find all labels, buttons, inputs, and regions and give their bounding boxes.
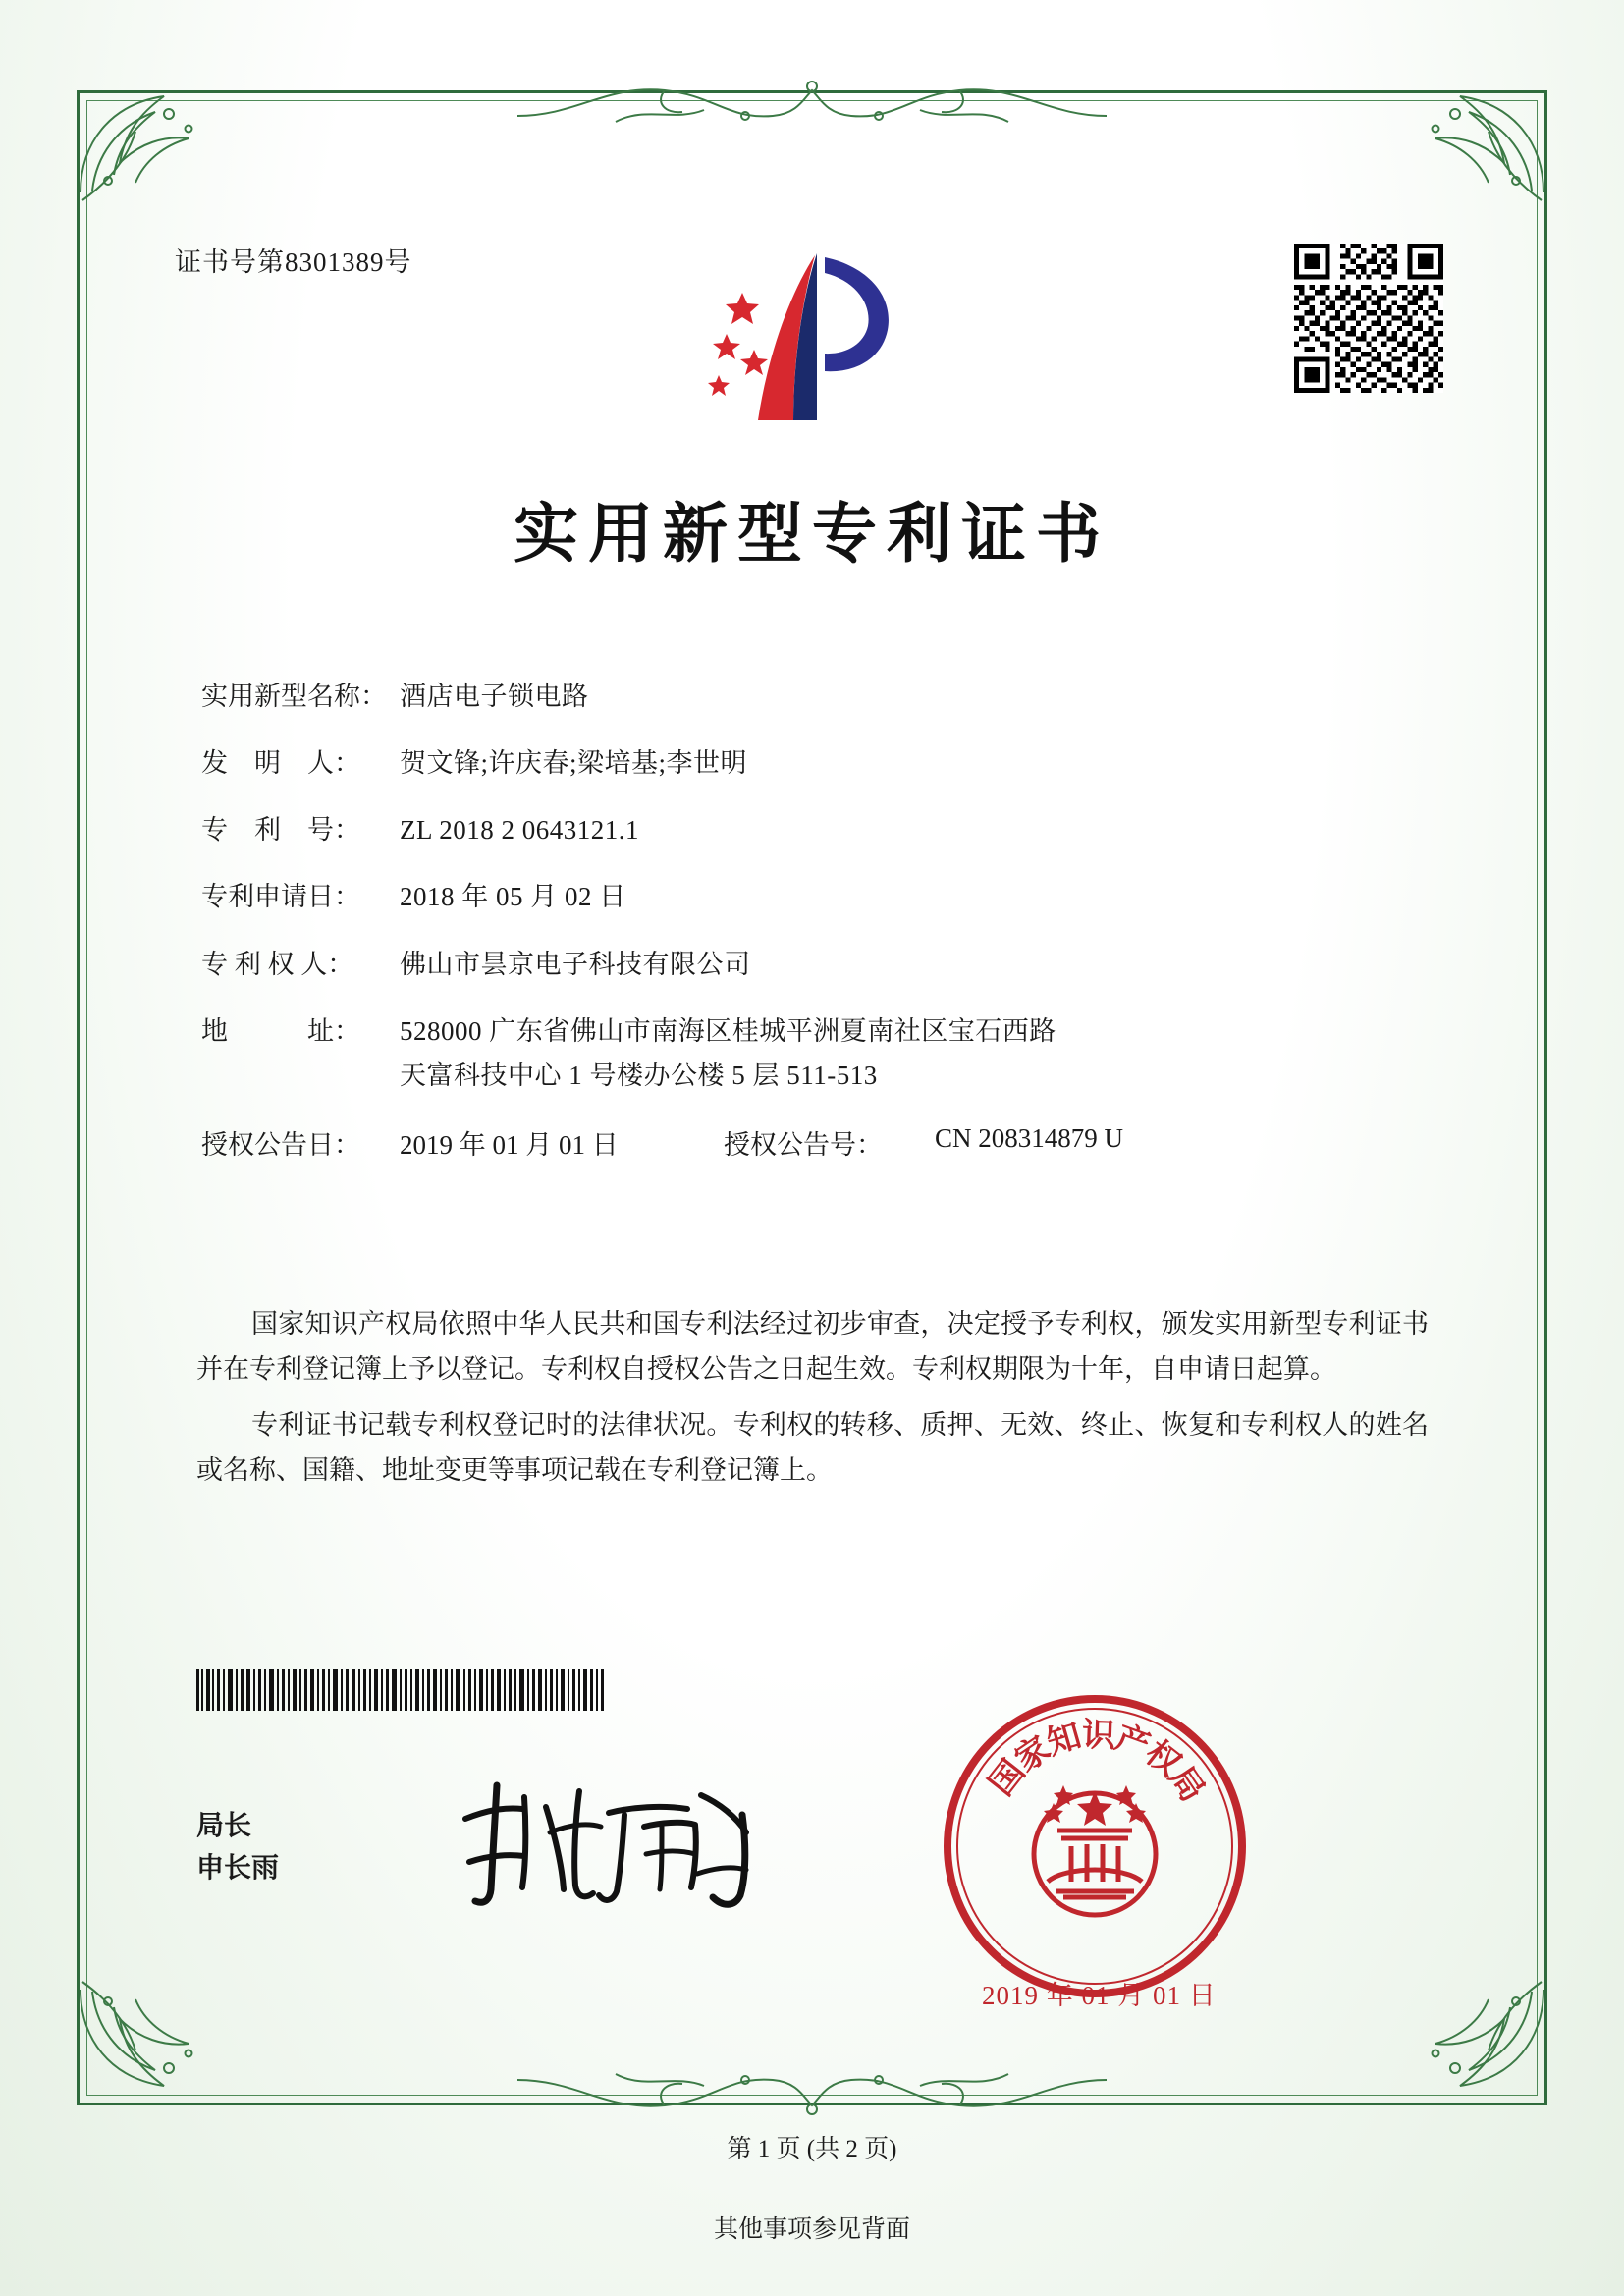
seal-date: 2019 年 01 月 01 日 [982, 1981, 1217, 2010]
grant-date-label: 授权公告日： [201, 1129, 360, 1160]
field-patentee [201, 946, 1429, 984]
field-label: 专 利 权 人： [201, 949, 354, 979]
barcode [196, 1669, 609, 1711]
svg-text:局: 局 [1161, 1759, 1213, 1810]
address-line-1: 528000 广东省佛山市南海区桂城平洲夏南社区宝石西路 [400, 1015, 1056, 1046]
svg-text:国: 国 [981, 1752, 1034, 1804]
qr-code [1294, 244, 1443, 393]
grant-date-value: 2019 年 01 月 01 日 [400, 1129, 619, 1160]
bottom-flourish-icon [517, 2056, 1107, 2119]
director-block [196, 1805, 279, 1890]
field-address [201, 1012, 1429, 1095]
director-name: 申长雨 [196, 1853, 280, 1885]
corner-ornament-icon [71, 1980, 218, 2098]
field-patent-number [201, 811, 1429, 849]
field-value: 酒店电子锁电路 [400, 682, 589, 711]
svg-text:知: 知 [1042, 1716, 1086, 1764]
field-list [201, 678, 1429, 1187]
field-grant-row [201, 1123, 1429, 1162]
grant-number-value: CN 208314879 U [935, 1122, 1124, 1153]
field-value [400, 1012, 1429, 1095]
field-application-date [201, 878, 1429, 916]
certificate-number: 证书号第8301389号 [175, 247, 412, 277]
page-title: 实用新型专利证书 [514, 495, 1110, 572]
svg-text:产: 产 [1110, 1718, 1156, 1767]
top-flourish-icon [517, 77, 1107, 139]
paragraph-1: 国家知识产权局依照中华人民共和国专利法经过初步审查，决定授予专利权，颁发实用新型专利证书并在专利登记簿上予以登记。专利权自授权公告之日起生效。专利权期限为十年，自申请日起算。 [196, 1309, 1429, 1385]
cnipa-logo-icon [699, 247, 925, 434]
svg-text:识: 识 [1081, 1715, 1116, 1756]
field-label: 实用新型名称： [201, 682, 387, 711]
director-signature [452, 1768, 776, 1915]
corner-ornament-icon [1406, 1980, 1553, 2098]
field-value: 2018 年 05 月 02 日 [400, 882, 626, 912]
field-label: 地 址： [201, 1015, 360, 1046]
field-label: 专 利 号： [201, 815, 360, 846]
footer-note: 其他事项参见背面 [713, 2216, 910, 2243]
paragraph-2: 专利证书记载专利权登记时的法律状况。专利权的转移、质押、无效、终止、恢复和专利权人的姓名或名称、国籍、地址变更等事项记载在专利登记簿上。 [196, 1409, 1429, 1486]
corner-ornament-icon [71, 84, 218, 202]
svg-text:家: 家 [1007, 1728, 1058, 1780]
grant-number-label: 授权公告号： [724, 1129, 883, 1160]
official-red-seal [938, 1689, 1252, 2003]
field-value: 贺文锋;许庆春;梁培基;李世明 [400, 748, 748, 779]
field-value: 佛山市昙京电子科技有限公司 [400, 949, 751, 979]
field-value: ZL 2018 2 0643121.1 [400, 815, 639, 846]
page-number: 第 1 页 (共 2 页) [727, 2136, 897, 2162]
corner-ornament-icon [1406, 84, 1553, 202]
field-label: 专利申请日： [201, 882, 360, 912]
director-role: 局长 [196, 1811, 252, 1841]
svg-text:权: 权 [1137, 1732, 1189, 1785]
legal-text [196, 1301, 1429, 1503]
field-utility-model-name [201, 678, 1429, 716]
field-inventors [201, 744, 1429, 783]
address-line-2: 天富科技中心 1 号楼办公楼 5 层 511-513 [400, 1060, 878, 1090]
field-label: 发 明 人： [201, 748, 360, 779]
